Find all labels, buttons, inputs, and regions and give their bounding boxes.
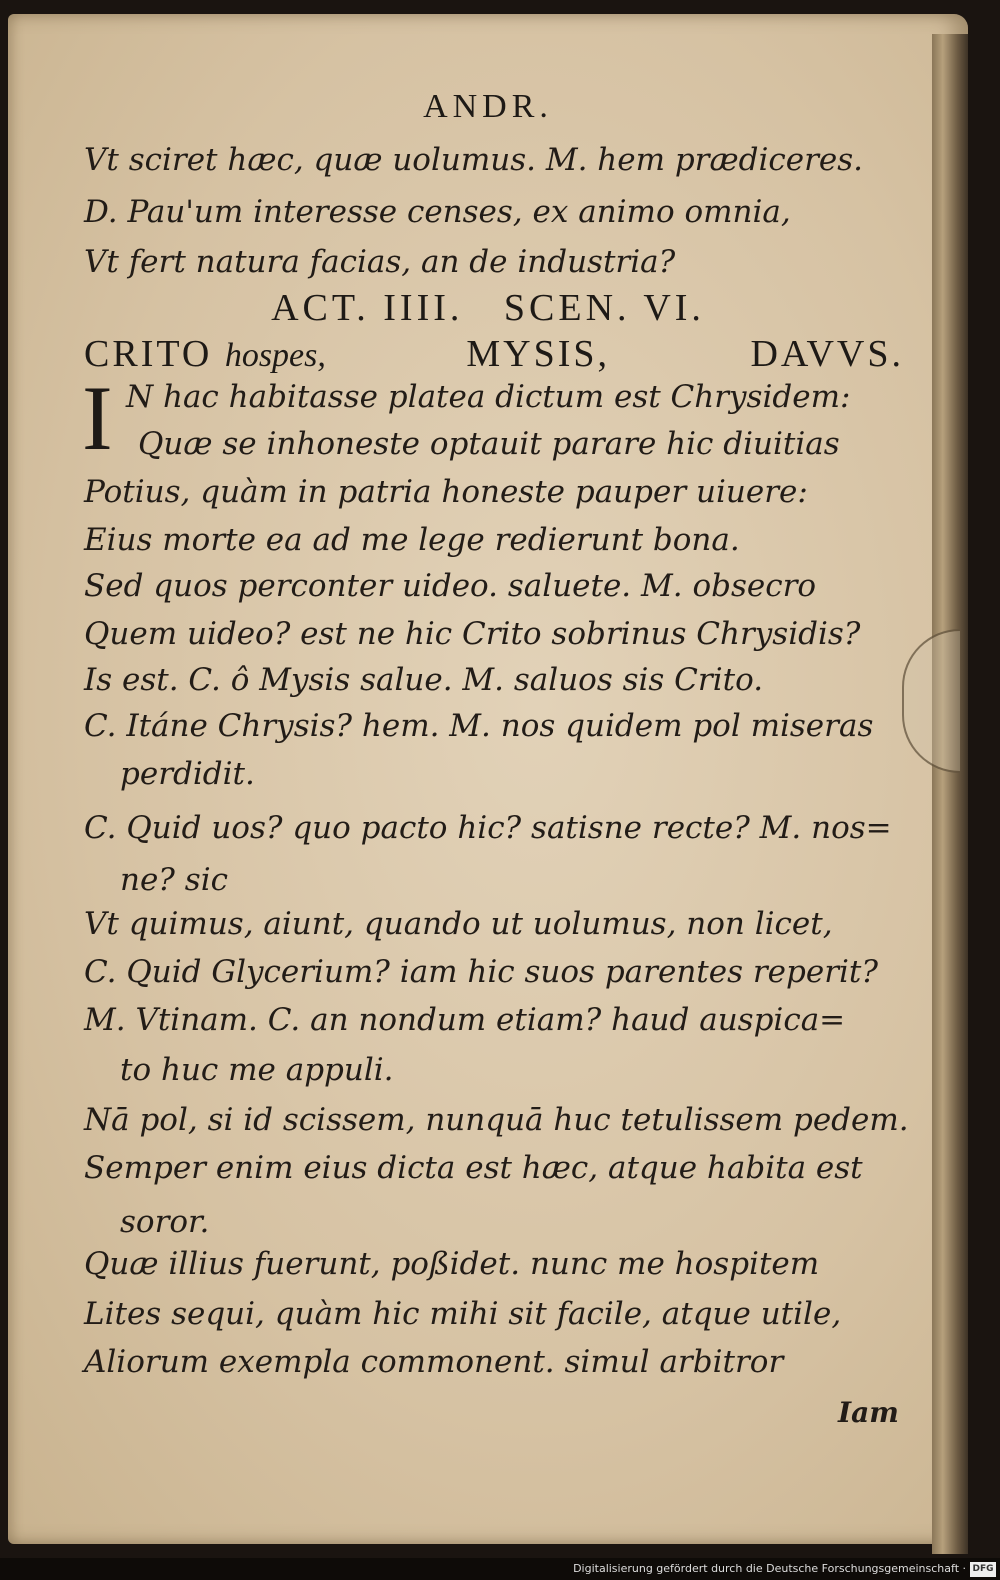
footer-text: Digitalisierung gefördert durch die Deutsche Forschungsgemeinschaft · — [573, 1562, 966, 1575]
text-line: Aliorum exempla commonent. simul arbitror — [84, 1344, 784, 1380]
text-line: D. Pau'um interesse censes, ex animo omnia, — [84, 194, 791, 230]
clasp-mark — [902, 629, 960, 773]
dfg-logo: DFG — [970, 1562, 996, 1577]
text-line: M. Vtinam. C. an nondum etiam? haud auspica= — [84, 1002, 846, 1038]
book-page — [8, 14, 968, 1544]
running-head: ANDR. — [423, 88, 553, 125]
text-line: Is est. C. ô Mysis salue. M. saluos sis Crito. — [84, 662, 764, 698]
person-crito: CRITO hospes, — [84, 333, 326, 375]
text-line: to huc me appuli. — [120, 1052, 394, 1088]
digitization-footer — [0, 1558, 1000, 1580]
text-line: Vt fert natura facias, an de industria? — [84, 244, 676, 280]
text-line: Nā pol, si id scissem, nunquā huc tetulissem pedem. — [84, 1102, 909, 1138]
text-line: Lites sequi, quàm hic mihi sit facile, atque utile, — [84, 1296, 842, 1332]
text-line: Sed quos perconter uideo. saluete. M. obsecro — [84, 568, 817, 604]
text-line: Potius, quàm in patria honeste pauper uiuere: — [84, 474, 808, 510]
dramatis-personae — [84, 332, 904, 376]
text-line: Quæ se inhoneste optauit parare hic diuitias — [138, 426, 840, 462]
text-line: C. Itáne Chrysis? hem. M. nos quidem pol miseras — [84, 708, 874, 744]
text-line: Eius morte ea ad me lege redierunt bona. — [84, 522, 740, 558]
scene-heading: ACT. IIII. SCEN. VI. — [271, 287, 705, 329]
drop-capital: I — [82, 367, 113, 469]
text-line: Quæ illius fuerunt, poßidet. nunc me hospitem — [84, 1246, 820, 1282]
text-line: soror. — [120, 1204, 210, 1240]
text-line: N hac habitasse platea dictum est Chrysidem: — [126, 379, 851, 415]
text-line: ne? sic — [120, 862, 228, 898]
catchword: Iam — [838, 1396, 899, 1429]
text-line: Vt sciret hæc, quæ uolumus. M. hem prædiceres. — [84, 142, 864, 178]
text-line: Vt quimus, aiunt, quando ut uolumus, non licet, — [84, 906, 833, 942]
text-line: C. Quid uos? quo pacto hic? satisne recte? M. nos= — [84, 810, 892, 846]
text-line: C. Quid Glycerium? iam hic suos parentes reperit? — [84, 954, 879, 990]
person-davus: DAVVS. — [750, 333, 904, 375]
text-line: perdidit. — [120, 756, 255, 792]
book-spine — [932, 34, 968, 1554]
text-line: Semper enim eius dicta est hæc, atque habita est — [84, 1150, 863, 1186]
text-line: Quem uideo? est ne hic Crito sobrinus Chrysidis? — [84, 616, 861, 652]
person-mysis: MYSIS, — [466, 333, 611, 375]
